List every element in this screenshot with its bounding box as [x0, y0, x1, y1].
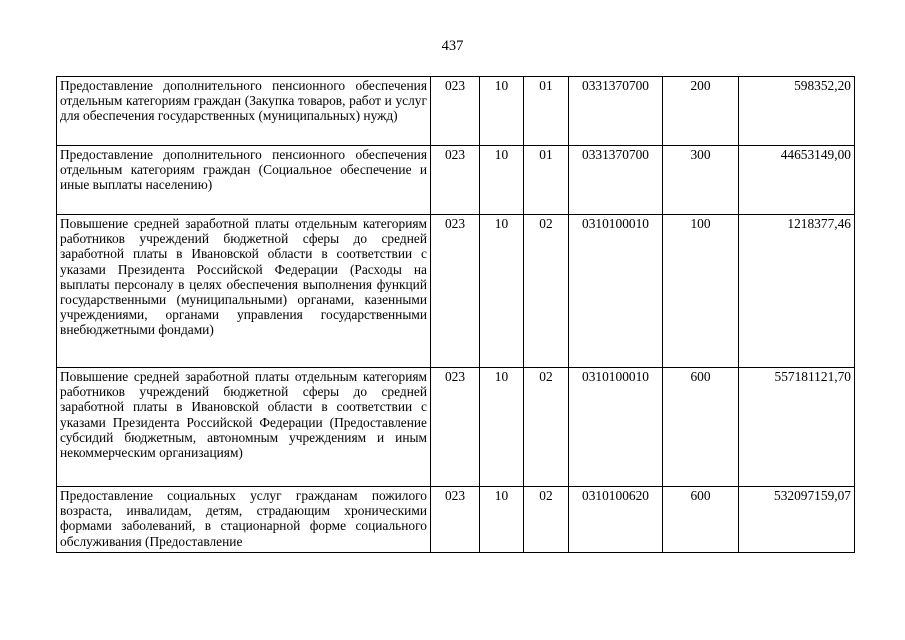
ministry-code: 023: [431, 215, 480, 368]
ministry-code: 023: [431, 77, 480, 146]
amount: 1218377,46: [739, 215, 855, 368]
row-description: Повышение средней заработной платы отдельным категориям работников учреждений бюджетной сферы до средней заработной платы в Ивановской области в соответствии с указами Президента Российской Федерации (Расходы на выплаты персоналу в целях обеспечения выполнения функций государственными (муниципальными) органами, казенными учреждениями, органами управления государственными внебюджетными фондами): [57, 215, 431, 368]
row-description: Повышение средней заработной платы отдельным категориям работников учреждений бюджетной сферы до средней заработной платы в Ивановской области в соответствии с указами Президента Российской Федерации (Предоставление субсидий бюджетным, автономным учреждениям и иным некоммерческим организациям): [57, 368, 431, 487]
page-number: 437: [441, 38, 464, 54]
subsection-code: 01: [524, 146, 569, 215]
target-article-code: 0331370700: [569, 146, 663, 215]
table-row: [57, 368, 855, 487]
subsection-code: 02: [524, 487, 569, 553]
table-row: [57, 146, 855, 215]
row-description: Предоставление дополнительного пенсионного обеспечения отдельным категориям граждан (Социальное обеспечение и иные выплаты населению): [57, 146, 431, 215]
amount: 44653149,00: [739, 146, 855, 215]
table-row: [57, 77, 855, 146]
section-code: 10: [480, 77, 524, 146]
amount: 557181121,70: [739, 368, 855, 487]
subsection-code: 02: [524, 215, 569, 368]
budget-table: [56, 76, 855, 553]
row-description: Предоставление дополнительного пенсионного обеспечения отдельным категориям граждан (Закупка товаров, работ и услуг для обеспечения государственных (муниципальных) нужд): [57, 77, 431, 146]
expense-type-code: 200: [663, 77, 739, 146]
row-description: Предоставление социальных услуг гражданам пожилого возраста, инвалидам, детям, страдающим хроническими формами заболеваний, в стационарной форме социального обслуживания (Предоставление: [60, 488, 427, 549]
amount: 532097159,07: [739, 487, 855, 553]
section-code: 10: [480, 487, 524, 553]
subsection-code: 02: [524, 368, 569, 487]
section-code: 10: [480, 215, 524, 368]
subsection-code: 01: [524, 77, 569, 146]
expense-type-code: 300: [663, 146, 739, 215]
expense-type-code: 600: [663, 487, 739, 553]
expense-type-code: 100: [663, 215, 739, 368]
ministry-code: 023: [431, 368, 480, 487]
table-row: [57, 487, 855, 553]
row-description-cell: [57, 487, 431, 553]
target-article-code: 0331370700: [569, 77, 663, 146]
target-article-code: 0310100010: [569, 368, 663, 487]
expense-type-code: 600: [663, 368, 739, 487]
target-article-code: 0310100620: [569, 487, 663, 553]
section-code: 10: [480, 368, 524, 487]
ministry-code: 023: [431, 146, 480, 215]
target-article-code: 0310100010: [569, 215, 663, 368]
section-code: 10: [480, 146, 524, 215]
table-row: [57, 215, 855, 368]
amount: 598352,20: [739, 77, 855, 146]
ministry-code: 023: [431, 487, 480, 553]
